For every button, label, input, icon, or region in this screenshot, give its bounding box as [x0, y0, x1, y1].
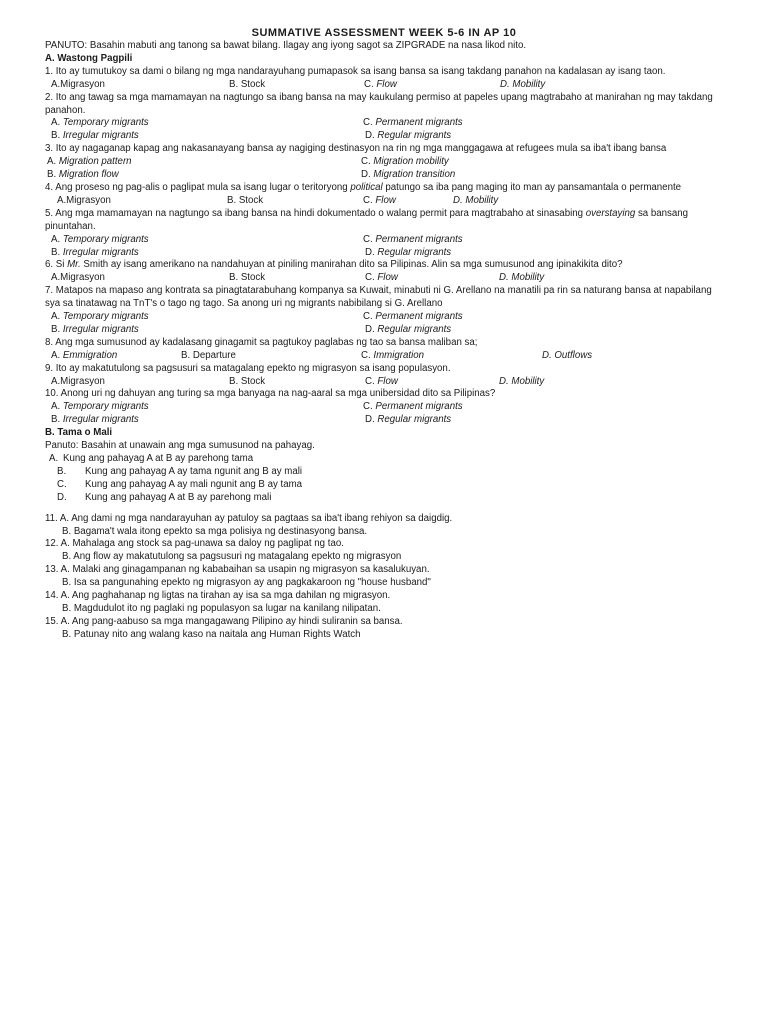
statement-pair-11: [45, 513, 723, 539]
question-7-options-row1: [45, 311, 723, 324]
question-7-options-row2: [45, 324, 723, 337]
option-b: B. Departure: [181, 349, 236, 361]
option-a: A.Migrasyon: [51, 375, 105, 387]
option-b: B. Stock: [229, 272, 266, 284]
option-b: B. Migration flow: [47, 169, 119, 181]
option-d: D. Mobility: [499, 272, 545, 284]
question-5-options-row1: [45, 234, 723, 247]
option-c: C. Flow: [363, 194, 396, 206]
statement-a: 15. A. Ang pang-aabuso sa mga mangagawang Pilipino ay hindi suliranin sa bansa.: [45, 615, 403, 627]
question-2: 2. Ito ang tawag sa mga mamamayan na nagtungo sa ibang bansa na may kaukulang permiso at papeles upang magtrabaho at manirahan ng may takdang panahon.: [45, 91, 713, 116]
option-a: A.Migrasyon: [51, 272, 105, 284]
option-d: D. Regular migrants: [365, 414, 452, 426]
option-b: B. Stock: [229, 78, 266, 90]
section-a-heading: A. Wastong Pagpili: [45, 52, 133, 64]
question-6-options: [45, 272, 723, 285]
section-b-instructions: Panuto: Basahin at unawain ang mga sumusunod na pahayag.: [45, 440, 315, 452]
question-2-options-row2: [45, 130, 723, 143]
option-c: C. Migration mobility: [361, 156, 449, 168]
statement-a: 14. A. Ang paghahanap ng ligtas na tirahan ay isa sa mga dahilan ng migrasyon.: [45, 590, 391, 602]
statement-b: B. Isa sa pangunahing epekto ng migrasyon ay ang pagkakaroon ng "house husband": [62, 577, 431, 589]
option-d: D. Regular migrants: [365, 246, 452, 258]
question-8-options: [45, 350, 723, 363]
instructions: PANUTO: Basahin mabuti ang tanong sa bawat bilang. Ilagay ang iyong sagot sa ZIPGRADE na nasa likod nito.: [45, 40, 527, 51]
option-d: D. Regular migrants: [365, 130, 452, 142]
option-c: C. Permanent migrants: [363, 233, 463, 245]
option-d: D. Regular migrants: [365, 323, 452, 335]
question-3: 3. Ito ay nagaganap kapag ang nakasanayang bansa ay nagiging destinasyon na rin ng mga manggagawa at refugees mula sa iba't ibang bansa: [45, 143, 667, 155]
question-1: 1. Ito ay tumutukoy sa dami o bilang ng mga nandarayuhang pumapasok sa isang bansa sa isang takdang panahon na kadalasan ay isang taon.: [45, 65, 666, 77]
question-7: 7. Matapos na mapaso ang kontrata sa pinagtatarabuhang kompanya sa Kuwait, minabuti ni G. Arellano na manatili pa rin sa naturang bansa at napabilang sya sa tinatawag na TnT's o tago ng tago. Sa anong uri ng migrants nabibilang si G. Arellano: [45, 285, 712, 310]
statement-pair-13: [45, 564, 723, 590]
question-9: 9. Ito ay makatutulong sa pagsusuri sa matagalang epekto ng migrasyon sa isang populasyon.: [45, 362, 451, 374]
question-9-options: [45, 376, 723, 389]
legend-item: B. Kung ang pahayag A ay tama ngunit ang B ay mali: [57, 465, 303, 477]
option-a: A. Emmigration: [51, 349, 118, 361]
option-d: D. Mobility: [499, 375, 545, 387]
question-6: 6. Si Mr. Smith ay isang amerikano na nandahuyan at piniling manirahan dito sa Pilipinas. Alin sa mga sumusunod ang ipinakikita dito?: [45, 259, 623, 271]
option-c: C. Flow: [365, 272, 398, 284]
option-d: D. Mobility: [500, 78, 546, 90]
legend-item: D. Kung ang pahayag A at B ay parehong mali: [57, 491, 272, 503]
option-b: B. Stock: [227, 194, 264, 206]
statement-a: 13. A. Malaki ang ginagampanan ng kababaihan sa usapin ng migrasyon sa kasalukuyan.: [45, 564, 430, 576]
option-d: D. Outflows: [542, 349, 593, 361]
question-1-options: [45, 79, 723, 92]
option-b: B. Irregular migrants: [51, 323, 139, 335]
option-a: A. Temporary migrants: [51, 233, 149, 245]
option-a: A. Temporary migrants: [51, 401, 149, 413]
option-c: C. Permanent migrants: [363, 401, 463, 413]
answer-key-legend: [45, 453, 723, 505]
option-c: C. Immigration: [361, 349, 424, 361]
question-4-options: [45, 195, 723, 208]
option-c: C. Permanent migrants: [363, 117, 463, 129]
section-b-heading: B. Tama o Mali: [45, 427, 113, 439]
statement-a: 12. A. Mahalaga ang stock sa pag-unawa sa daloy ng paglipat ng tao.: [45, 538, 344, 550]
page-title: SUMMATIVE ASSESSMENT WEEK 5-6 IN AP 10: [251, 27, 517, 39]
statement-pair-15: [45, 616, 723, 642]
question-8: 8. Ang mga sumusunod ay kadalasang ginagamit sa pagtukoy paglabas ng tao sa bansa maliban sa;: [45, 336, 478, 348]
option-c: C. Permanent migrants: [363, 311, 463, 323]
statement-pair-12: [45, 538, 723, 564]
question-5-options-row2: [45, 247, 723, 260]
statement-b: B. Ang flow ay makatutulong sa pagsusuri ng matagalang epekto ng migrasyon: [62, 551, 402, 563]
statement-pair-14: [45, 590, 723, 616]
question-3-options-row1: [45, 156, 723, 169]
question-10: 10. Anong uri ng dahuyan ang turing sa mga banyaga na nag-aaral sa mga unibersidad dito sa Pilipinas?: [45, 388, 496, 400]
option-a: A. Temporary migrants: [51, 311, 149, 323]
option-a: A. Temporary migrants: [51, 117, 149, 129]
option-a: A.Migrasyon: [51, 78, 105, 90]
question-3-options-row2: [45, 169, 723, 182]
statement-a: 11. A. Ang dami ng mga nandarayuhan ay patuloy sa pagtaas sa iba't ibang rehiyon sa daigdig.: [45, 512, 453, 524]
statement-b: B. Bagama't wala itong epekto sa mga polisiya ng destinasyong bansa.: [62, 525, 368, 537]
question-2-options-row1: [45, 117, 723, 130]
question-10-options-row1: [45, 401, 723, 414]
option-a: A. Migration pattern: [47, 156, 132, 168]
option-b: B. Irregular migrants: [51, 130, 139, 142]
option-b: B. Irregular migrants: [51, 414, 139, 426]
legend-item: A. Kung ang pahayag A at B ay parehong tama: [49, 453, 254, 464]
question-10-options-row2: [45, 414, 723, 427]
option-d: D. Mobility: [453, 194, 499, 206]
question-5: 5. Ang mga mamamayan na nagtungo sa ibang bansa na hindi dokumentado o walang permit para magtrabaho at sinasabing overstaying sa bansang pinuntahan.: [45, 207, 689, 232]
legend-item: C. Kung ang pahayag A ay mali ngunit ang B ay tama: [57, 478, 303, 490]
option-b: B. Stock: [229, 375, 266, 387]
statement-b: B. Magdudulot ito ng paglaki ng populasyon sa lugar na kanilang nilipatan.: [62, 602, 381, 614]
option-d: D. Migration transition: [361, 169, 456, 181]
option-a: A.Migrasyon: [57, 194, 111, 206]
statement-b: B. Patunay nito ang walang kaso na naitala ang Human Rights Watch: [62, 628, 361, 640]
option-c: C. Flow: [364, 78, 397, 90]
option-b: B. Irregular migrants: [51, 246, 139, 258]
question-4: 4. Ang proseso ng pag-alis o paglipat mula sa isang lugar o teritoryong political patungo sa iba pang maging ito man ay pansamantala o permanente: [45, 181, 682, 193]
option-c: C. Flow: [365, 375, 398, 387]
